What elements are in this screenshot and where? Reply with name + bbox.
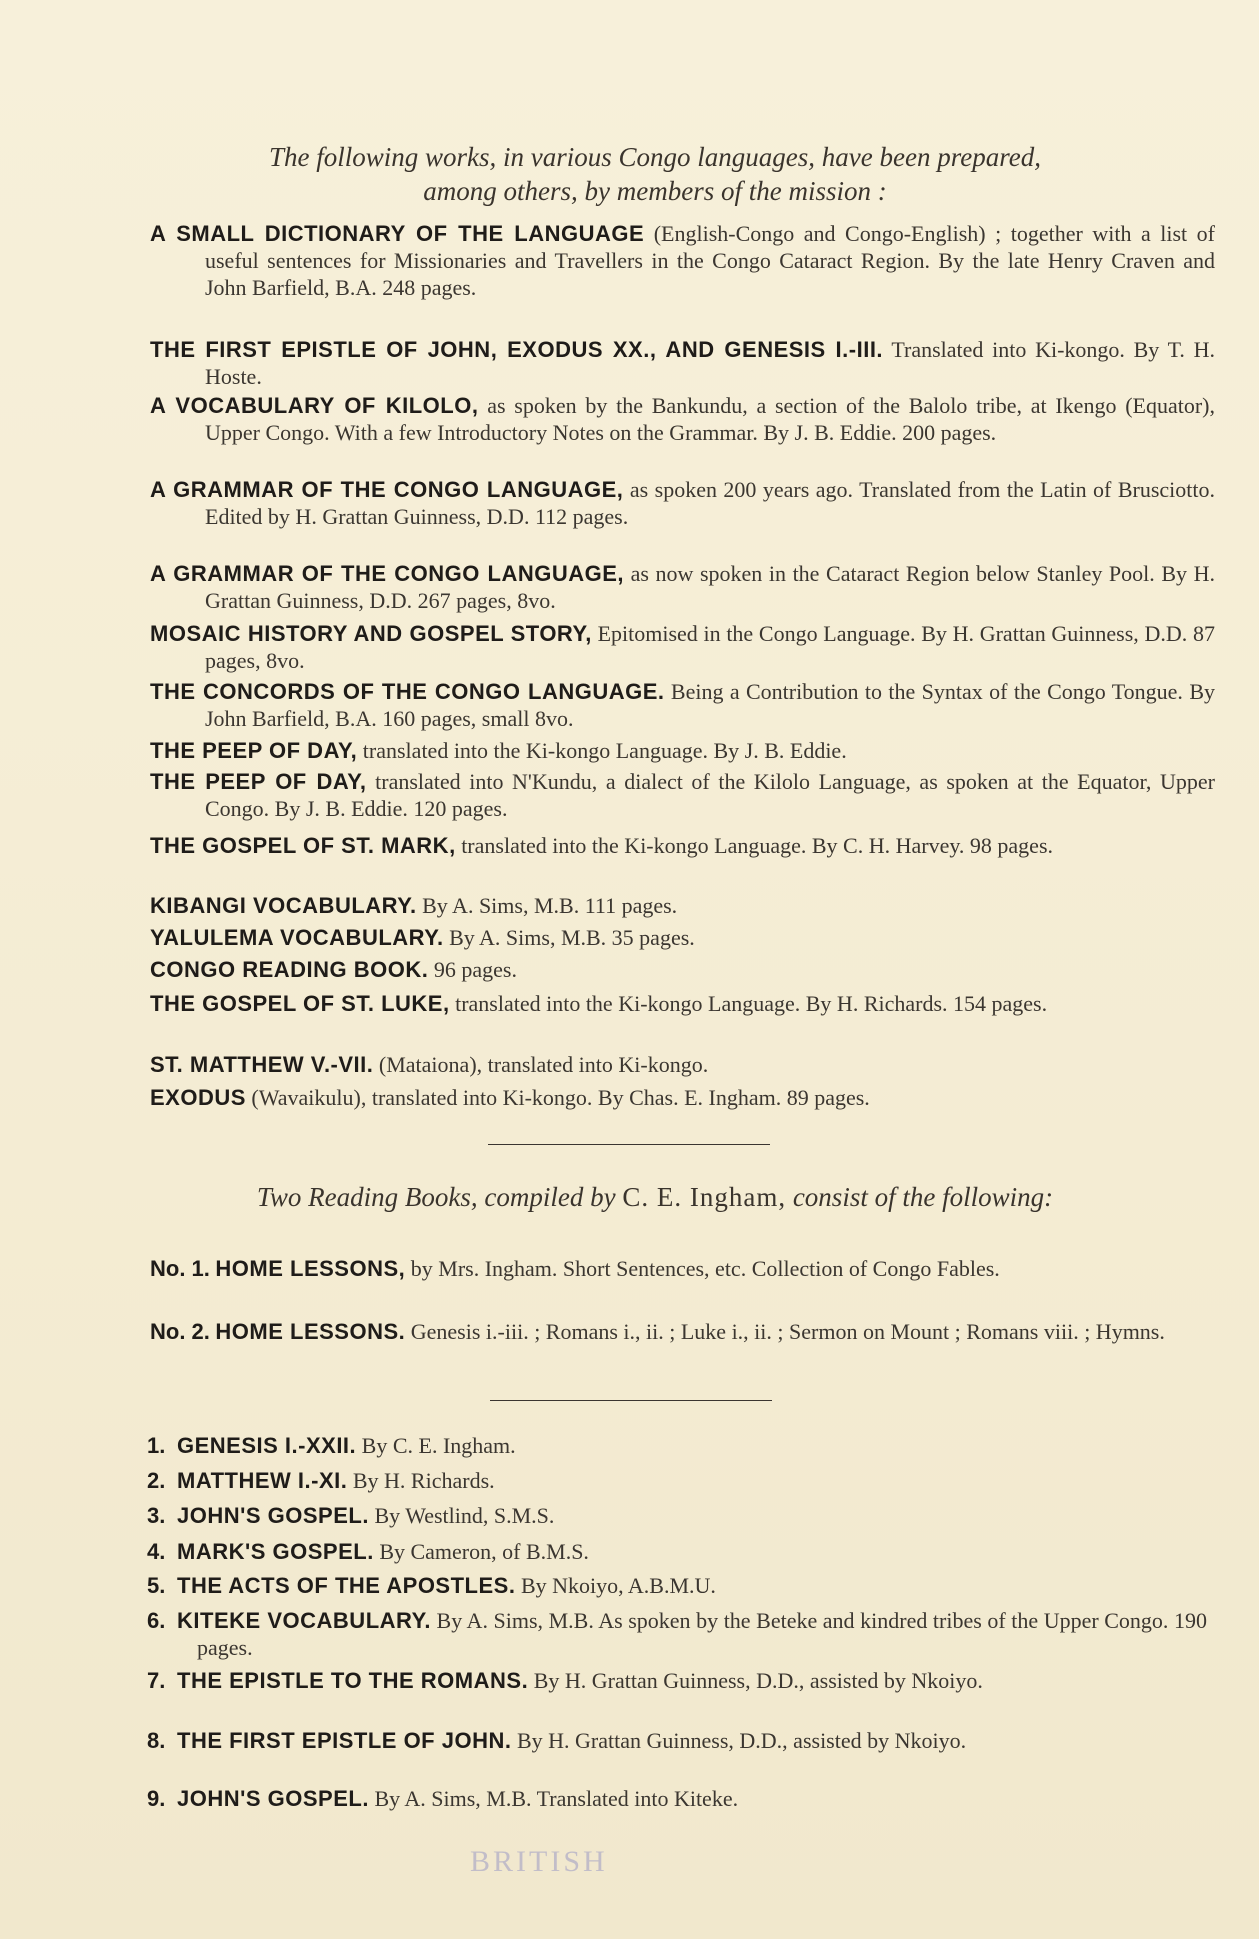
work-description: Translated into Ki-kongo. By T. H. Hoste.: [205, 337, 1215, 389]
numbered-entry-title: MARK'S GOSPEL.: [177, 1539, 374, 1564]
reading-book-number: No. 1.: [150, 1256, 210, 1281]
heading-works: [150, 140, 1160, 208]
numbered-entry-description: By C. E. Ingham.: [356, 1433, 516, 1458]
work-entry: [150, 832, 1215, 859]
work-title: THE GOSPEL OF ST. MARK,: [150, 833, 456, 858]
work-entry: [150, 768, 1215, 822]
work-description: Being a Contribution to the Syntax of the Congo Tongue. By John Barfield, B.A. 160 pages, small 8vo.: [205, 679, 1215, 731]
reading-book-number: No. 2.: [150, 1319, 210, 1344]
work-entry: [150, 220, 1215, 301]
work-title: A VOCABULARY OF KILOLO,: [150, 393, 479, 418]
numbered-entry: [147, 1432, 1207, 1459]
numbered-entry-title: THE EPISTLE TO THE ROMANS.: [177, 1668, 529, 1693]
heading-reading-books-post: consist of the following:: [792, 1182, 1054, 1212]
work-entry: [150, 892, 1215, 919]
numbered-entry-title: KITEKE VOCABULARY.: [177, 1608, 431, 1633]
work-title: THE PEEP OF DAY,: [150, 769, 367, 794]
reading-book-entry: [150, 1318, 1215, 1345]
work-description: translated into the Ki-kongo Language. By H. Richards. 154 pages.: [449, 991, 1048, 1016]
work-description: as spoken 200 years ago. Translated from the Latin of Brusciotto. Edited by H. Grattan Guinness, D.D. 112 pages.: [205, 477, 1215, 529]
numbered-entry: [147, 1572, 1207, 1599]
numbered-entry-description: By A. Sims, M.B. As spoken by the Beteke and kindred tribes of the Upper Congo. 190 pages.: [197, 1608, 1208, 1660]
reading-book-description: by Mrs. Ingham. Short Sentences, etc. Collection of Congo Fables.: [405, 1256, 1000, 1281]
heading-reading-books-name: C. E. Ingham,: [622, 1182, 787, 1212]
reading-book-description: Genesis i.-iii. ; Romans i., ii. ; Luke i., ii. ; Sermon on Mount ; Romans viii. ; Hymns.: [405, 1319, 1165, 1344]
divider: [490, 1400, 772, 1401]
work-entry: [150, 990, 1215, 1017]
work-title: YALULEMA VOCABULARY.: [150, 925, 444, 950]
work-entry: [150, 737, 1215, 764]
work-description: translated into the Ki-kongo Language. By C. H. Harvey. 98 pages.: [455, 833, 1054, 858]
work-entry: [150, 678, 1215, 732]
work-title: THE PEEP OF DAY,: [150, 738, 358, 763]
work-description: as spoken by the Bankundu, a section of the Balolo tribe, at Ikengo (Equator), Upper Congo. With a few Introductory Notes on the Grammar. By J. B. Eddie. 200 pages.: [205, 393, 1215, 445]
numbered-entry-title: THE ACTS OF THE APOSTLES.: [177, 1573, 516, 1598]
numbered-entry-number: 9.: [147, 1786, 166, 1811]
numbered-entry-title: JOHN'S GOSPEL.: [177, 1503, 369, 1528]
numbered-entry-title: THE FIRST EPISTLE OF JOHN.: [177, 1728, 512, 1753]
numbered-entry: [147, 1727, 1207, 1754]
numbered-entry-description: By Westlind, S.M.S.: [368, 1503, 555, 1528]
numbered-entry-description: By H. Grattan Guinness, D.D., assisted by Nkoiyo.: [528, 1668, 983, 1693]
work-description: Epitomised in the Congo Language. By H. Grattan Guinness, D.D. 87 pages, 8vo.: [205, 621, 1215, 673]
work-description: (Wavaikulu), translated into Ki-kongo. By Chas. E. Ingham. 89 pages.: [245, 1085, 870, 1110]
numbered-entry-number: 1.: [147, 1433, 166, 1458]
reading-book-title: HOME LESSONS.: [215, 1319, 406, 1344]
numbered-entry: [147, 1607, 1207, 1661]
work-description: By A. Sims, M.B. 111 pages.: [416, 893, 678, 918]
heading-reading-books: [150, 1180, 1160, 1214]
work-entry: [150, 956, 1215, 983]
work-entry: [150, 392, 1215, 446]
numbered-entry-description: By H. Grattan Guinness, D.D., assisted by Nkoiyo.: [511, 1728, 967, 1753]
work-title: KIBANGI VOCABULARY.: [150, 893, 417, 918]
work-title: A SMALL DICTIONARY OF THE LANGUAGE: [150, 221, 645, 246]
work-description: translated into the Ki-kongo Language. By J. B. Eddie.: [357, 738, 847, 763]
numbered-entry-description: By Cameron, of B.M.S.: [373, 1539, 589, 1564]
numbered-entry: [147, 1538, 1207, 1565]
numbered-entry-title: MATTHEW I.-XI.: [177, 1468, 348, 1493]
work-description: translated into N'Kundu, a dialect of the Kilolo Language, as spoken at the Equator, Upper Congo. By J. B. Eddie. 120 pages.: [205, 769, 1215, 821]
work-title: ST. MATTHEW V.-VII.: [150, 1052, 374, 1077]
work-title: A GRAMMAR OF THE CONGO LANGUAGE,: [150, 561, 625, 586]
numbered-entry-number: 5.: [147, 1573, 166, 1598]
work-entry: [150, 1084, 1215, 1111]
numbered-entry-description: By A. Sims, M.B. Translated into Kiteke.: [368, 1786, 739, 1811]
work-entry: [150, 924, 1215, 951]
work-entry: [150, 1051, 1215, 1078]
numbered-entry: [147, 1502, 1207, 1529]
work-entry: [150, 620, 1215, 674]
work-description: (English-Congo and Congo-English) ; together with a list of useful sentences for Missionaries and Travellers in the Congo Cataract Region. By the late Henry Craven and John Barfield, B.A. 248 pages.: [205, 221, 1215, 300]
numbered-entry-description: By H. Richards.: [347, 1468, 495, 1493]
library-stamp: BRITISH: [470, 1845, 608, 1878]
divider: [488, 1144, 770, 1145]
work-entry: [150, 560, 1215, 614]
numbered-entry-title: JOHN'S GOSPEL.: [177, 1786, 369, 1811]
work-entry: [150, 476, 1215, 530]
work-title: EXODUS: [150, 1085, 246, 1110]
numbered-entry: [147, 1785, 1207, 1812]
reading-book-title: HOME LESSONS,: [215, 1256, 406, 1281]
numbered-entry-number: 6.: [147, 1608, 166, 1633]
work-title: THE CONCORDS OF THE CONGO LANGUAGE.: [150, 679, 665, 704]
work-description: (Mataiona), translated into Ki-kongo.: [373, 1052, 709, 1077]
work-entry: [150, 336, 1215, 390]
numbered-entry-title: GENESIS I.-XXII.: [177, 1433, 357, 1458]
work-description: as now spoken in the Cataract Region below Stanley Pool. By H. Grattan Guinness, D.D. 267 pages, 8vo.: [205, 561, 1215, 613]
work-title: THE FIRST EPISTLE OF JOHN, EXODUS XX., AND GENESIS I.-III.: [150, 337, 884, 362]
work-description: 96 pages.: [428, 957, 517, 982]
numbered-entry: [147, 1467, 1207, 1494]
numbered-entry-number: 4.: [147, 1539, 166, 1564]
reading-book-entry: [150, 1255, 1215, 1282]
numbered-entry-description: By Nkoiyo, A.B.M.U.: [515, 1573, 716, 1598]
numbered-entry: [147, 1667, 1207, 1694]
numbered-entry-number: 7.: [147, 1668, 166, 1693]
work-title: THE GOSPEL OF ST. LUKE,: [150, 991, 450, 1016]
work-title: MOSAIC HISTORY AND GOSPEL STORY,: [150, 621, 592, 646]
heading-works-line2: among others, by members of the mission :: [423, 176, 887, 206]
work-description: By A. Sims, M.B. 35 pages.: [443, 925, 695, 950]
work-title: A GRAMMAR OF THE CONGO LANGUAGE,: [150, 477, 624, 502]
numbered-entry-number: 8.: [147, 1728, 166, 1753]
heading-works-line1: The following works, in various Congo languages, have been prepared,: [269, 142, 1041, 172]
heading-reading-books-pre: Two Reading Books, compiled by: [256, 1182, 616, 1212]
work-title: CONGO READING BOOK.: [150, 957, 429, 982]
numbered-entry-number: 2.: [147, 1468, 166, 1493]
numbered-entry-number: 3.: [147, 1503, 166, 1528]
